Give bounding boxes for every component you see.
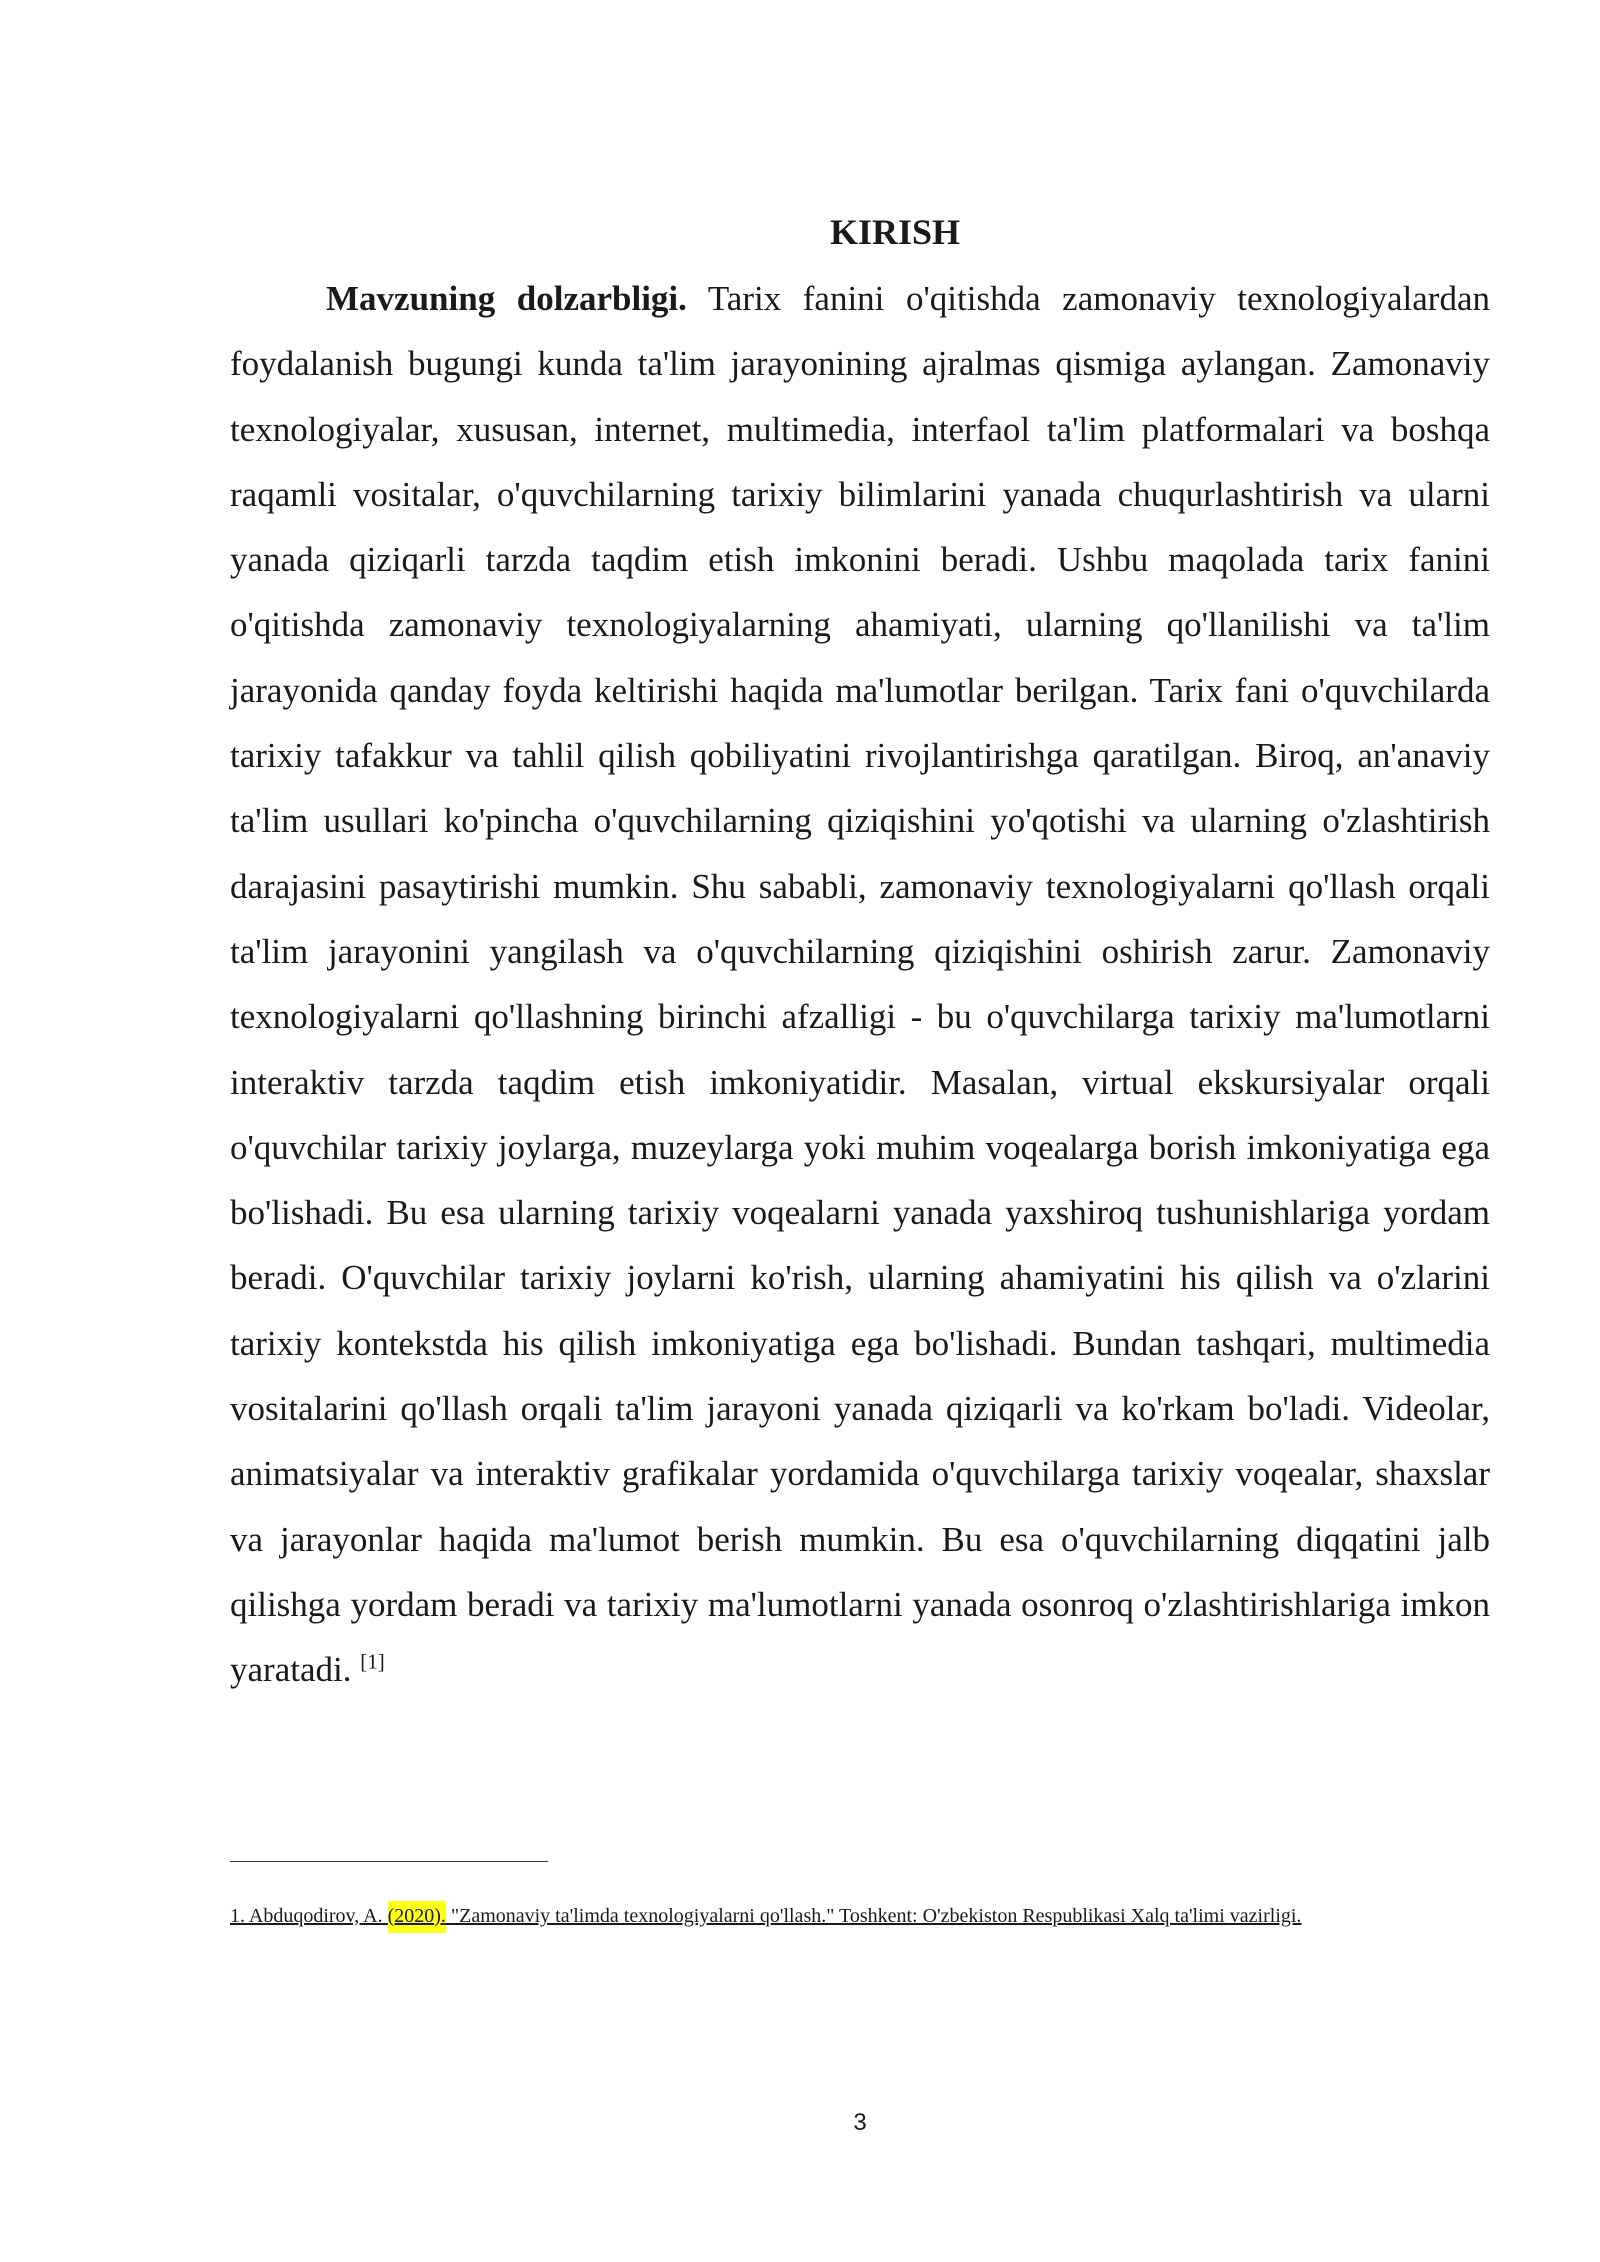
footnote[interactable] [230,1902,1490,1930]
footnote-author: 1. Abduqodirov, A. [230,1905,383,1927]
body-paragraph [230,266,1490,1703]
footnote-reference[interactable]: [1] [360,1649,385,1674]
paragraph-text: Tarix fanini o'qitishda zamonaviy texnologiyalardan foydalanish bugungi kunda ta'lim jarayonining ajralmas qismiga aylangan. Zamonaviy texnologiyalar, xususan, internet, multimedia, interfaol ta'lim platformalari va boshqa raqamli vositalar, o'quvchilarning tarixiy bilimlarini yanada chuqurlashtirish va ularni yanada qiziqarli tarzda taqdim etish imkonini beradi. Ushbu maqolada tarix fanini o'qitishda zamonaviy texnologiyalarning ahamiyati, ularning qo'llanilishi va ta'lim jarayonida qanday foyda keltirishi haqida ma'lumotlar berilgan. Tarix fani o'quvchilarda tarixiy tafakkur va tahlil qilish qobiliyatini rivojlantirishga qaratilgan. Biroq, an'anaviy ta'lim usullari ko'pincha o'quvchilarning qiziqishini yo'qotishi va ularning o'zlashtirish darajasini pasaytirishi mumkin. Shu sababli, zamonaviy texnologiyalarni qo'llash orqali ta'lim jarayonini yangilash va o'quvchilarning qiziqishini oshirish zarur. Zamonaviy texnologiyalarni qo'llashning birinchi afzalligi - bu o'quvchilarga tarixiy ma'lumotlarni interaktiv tarzda taqdim etish imkoniyatidir. Masalan, virtual ekskursiyalar orqali o'quvchilar tarixiy joylarga, muzeylarga yoki muhim voqealarga borish imkoniyatiga ega bo'lishadi. Bu esa ularning tarixiy voqealarni yanada yaxshiroq tushunishlariga yordam beradi. O'quvchilar tarixiy joylarni ko'rish, ularning ahamiyatini his qilish va o'zlarini tarixiy kontekstda his qilish imkoniyatiga ega bo'lishadi. Bundan tashqari, multimedia vositalarini qo'llash orqali ta'lim jarayoni yanada qiziqarli va ko'rkam bo'ladi. Videolar, animatsiyalar va interaktiv grafikalar yordamida o'quvchilarga tarixiy voqealar, shaxslar va jarayonlar haqida ma'lumot berish mumkin. Bu esa o'quvchilarning diqqatini jalb qilishga yordam beradi va tarixiy ma'lumotlarni yanada osonroq o'zlashtirishlariga imkon yaratadi. [230,279,1490,1690]
page-number: 3 [853,2109,867,2136]
footnote-year-highlight: (2020). [388,1901,446,1933]
footnote-separator [230,1861,548,1862]
paragraph-lead: Mavzuning dolzarbligi. [326,279,687,318]
footnote-title: "Zamonaviy ta'limda texnologiyalarni qo'llash." Toshkent: O'zbekiston Respublikasi Xalq ta'limi vazirligi. [450,1905,1302,1927]
section-heading: KIRISH [829,212,961,252]
